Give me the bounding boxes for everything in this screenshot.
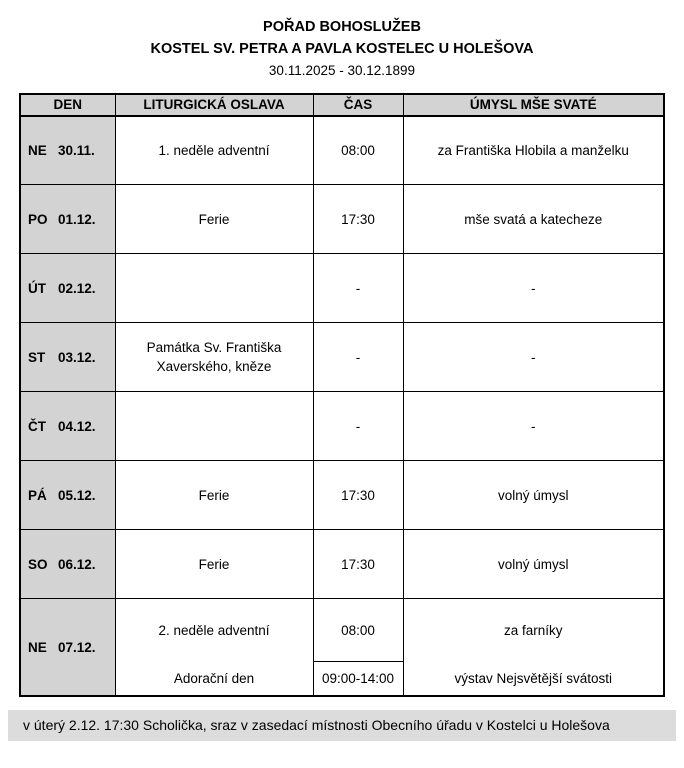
liturgy-cell: 1. neděle adventní xyxy=(115,116,313,185)
table-row xyxy=(20,185,664,254)
liturgy-line-1: 2. neděle adventní xyxy=(158,623,270,638)
liturgy-cell: Ferie xyxy=(115,530,313,599)
table-row xyxy=(20,116,664,185)
liturgy-stack xyxy=(116,599,313,695)
day-abbr: PO xyxy=(28,211,48,227)
page-subtitle: KOSTEL SV. PETRA A PAVLA KOSTELEC U HOLEŠOVA xyxy=(150,40,534,57)
date-range: 30.11.2025 - 30.12.1899 xyxy=(268,63,416,78)
table-row xyxy=(20,461,664,530)
column-header-time: ČAS xyxy=(313,94,403,116)
day-label xyxy=(21,212,115,227)
day-abbr: ÚT xyxy=(28,280,46,296)
day-label xyxy=(21,350,115,365)
liturgy-cell: Ferie xyxy=(115,461,313,530)
day-cell xyxy=(20,392,115,461)
day-cell xyxy=(20,116,115,185)
day-cell xyxy=(20,185,115,254)
day-abbr: ČT xyxy=(28,418,46,434)
day-cell xyxy=(20,461,115,530)
day-cell xyxy=(20,254,115,323)
intention-line-2: výstav Nejsvětější svátosti xyxy=(454,671,613,686)
day-label xyxy=(21,419,115,434)
liturgy-line-2: Adorační den xyxy=(173,671,255,686)
day-abbr: NE xyxy=(28,639,47,655)
day-abbr: SO xyxy=(28,556,48,572)
schedule-table xyxy=(19,93,665,698)
intention-cell: - xyxy=(403,323,664,392)
day-abbr: PÁ xyxy=(28,487,47,503)
day-date: 07.12. xyxy=(58,639,96,655)
day-abbr: NE xyxy=(28,142,47,158)
column-header-day: DEN xyxy=(20,94,115,116)
time-stack xyxy=(314,599,403,695)
day-cell xyxy=(20,599,115,697)
day-label xyxy=(21,281,115,296)
day-label xyxy=(21,640,115,655)
intention-cell xyxy=(403,599,664,697)
time-cell: 08:00 xyxy=(313,116,403,185)
intention-cell: - xyxy=(403,392,664,461)
liturgy-cell xyxy=(115,599,313,697)
time-line-1: 08:00 xyxy=(341,622,375,638)
day-date: 06.12. xyxy=(58,556,96,572)
day-date: 02.12. xyxy=(58,280,96,296)
column-header-intention: ÚMYSL MŠE SVATÉ xyxy=(403,94,664,116)
day-label xyxy=(21,488,115,503)
table-row xyxy=(20,530,664,599)
day-date: 01.12. xyxy=(58,211,96,227)
time-cell: - xyxy=(313,323,403,392)
intention-stack xyxy=(404,599,664,695)
time-cell: 17:30 xyxy=(313,461,403,530)
day-date: 04.12. xyxy=(58,418,96,434)
time-cell xyxy=(313,599,403,697)
liturgy-cell xyxy=(115,254,313,323)
table-row-last xyxy=(20,599,664,697)
time-cell: 17:30 xyxy=(313,530,403,599)
intention-cell: mše svatá a katecheze xyxy=(403,185,664,254)
liturgy-cell xyxy=(115,392,313,461)
day-cell xyxy=(20,323,115,392)
document-header xyxy=(0,17,684,82)
page-title: POŘAD BOHOSLUŽEB xyxy=(263,19,421,35)
time-cell: - xyxy=(313,254,403,323)
time-cell: 17:30 xyxy=(313,185,403,254)
intention-cell: za Františka Hlobila a manželku xyxy=(403,116,664,185)
intention-cell: volný úmysl xyxy=(403,461,664,530)
day-label xyxy=(21,143,115,158)
intention-cell: - xyxy=(403,254,664,323)
day-date: 03.12. xyxy=(58,349,96,365)
time-line-2: 09:00-14:00 xyxy=(314,661,403,695)
table-row xyxy=(20,392,664,461)
day-label xyxy=(21,557,115,572)
day-abbr: ST xyxy=(28,349,46,365)
day-cell xyxy=(20,530,115,599)
liturgy-cell: Památka Sv. Františka Xaverského, kněze xyxy=(115,323,313,392)
liturgy-cell: Ferie xyxy=(115,185,313,254)
day-date: 05.12. xyxy=(58,487,96,503)
table-header-row xyxy=(20,94,664,116)
intention-cell: volný úmysl xyxy=(403,530,664,599)
footer-note: v úterý 2.12. 17:30 Scholička, sraz v zasedací místnosti Obecního úřadu v Kostelci u Holešova xyxy=(8,710,676,741)
column-header-liturgy: LITURGICKÁ OSLAVA xyxy=(115,94,313,116)
table-row xyxy=(20,254,664,323)
intention-line-1: za farníky xyxy=(503,623,563,638)
table-row xyxy=(20,323,664,392)
day-date: 30.11. xyxy=(58,142,95,158)
time-cell: - xyxy=(313,392,403,461)
